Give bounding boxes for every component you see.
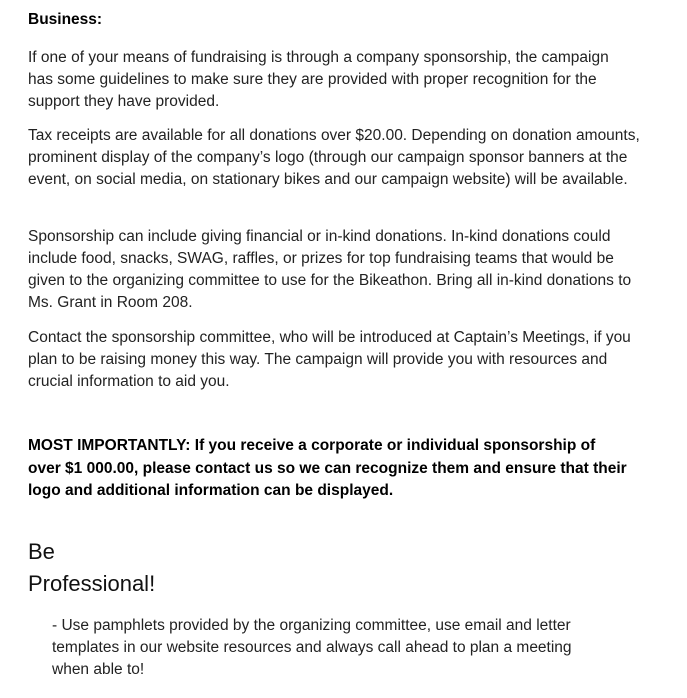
professional-bullet-item: - Use pamphlets provided by the organizing committee, use email and letter templates in our website resources and always call ahead to plan a meeting when able to! [52,617,572,678]
business-paragraph-tax-receipts: Tax receipts are available for all donations over $20.00. Depending on donation amounts, prominent display of the company’s logo (through our campaign sponsor banners at the event, on social media, on stationary bikes and our campaign website) will be available. [28,127,640,188]
most-importantly-notice: MOST IMPORTANTLY: If you receive a corporate or individual sponsorship of over $1 000.00, please contact us so we can recognize them and ensure that their logo and additional information can be displayed. [28,437,627,499]
business-heading: Business: [28,11,103,28]
business-paragraph-contact-committee: Contact the sponsorship committee, who will be introduced at Captain’s Meetings, if you plan to be raising money this way. The campaign will provide you with resources and crucial information to aid you. [28,329,631,390]
be-professional-heading [28,536,155,600]
business-paragraph-sponsorship-guidelines: If one of your means of fundraising is through a company sponsorship, the campaign has some guidelines to make sure they are provided with proper recognition for the support they have provided. [28,49,609,110]
be-professional-heading-line2: Professional! [28,571,156,596]
be-professional-heading-line1: Be [28,539,55,564]
business-paragraph-in-kind-donations: Sponsorship can include giving financial or in-kind donations. In-kind donations could include food, snacks, SWAG, raffles, or prizes for top fundraising teams that would be given to the organizing committee to use for the Bikeathon. Bring all in-kind donations to Ms. Grant in Room 208. [28,228,632,311]
